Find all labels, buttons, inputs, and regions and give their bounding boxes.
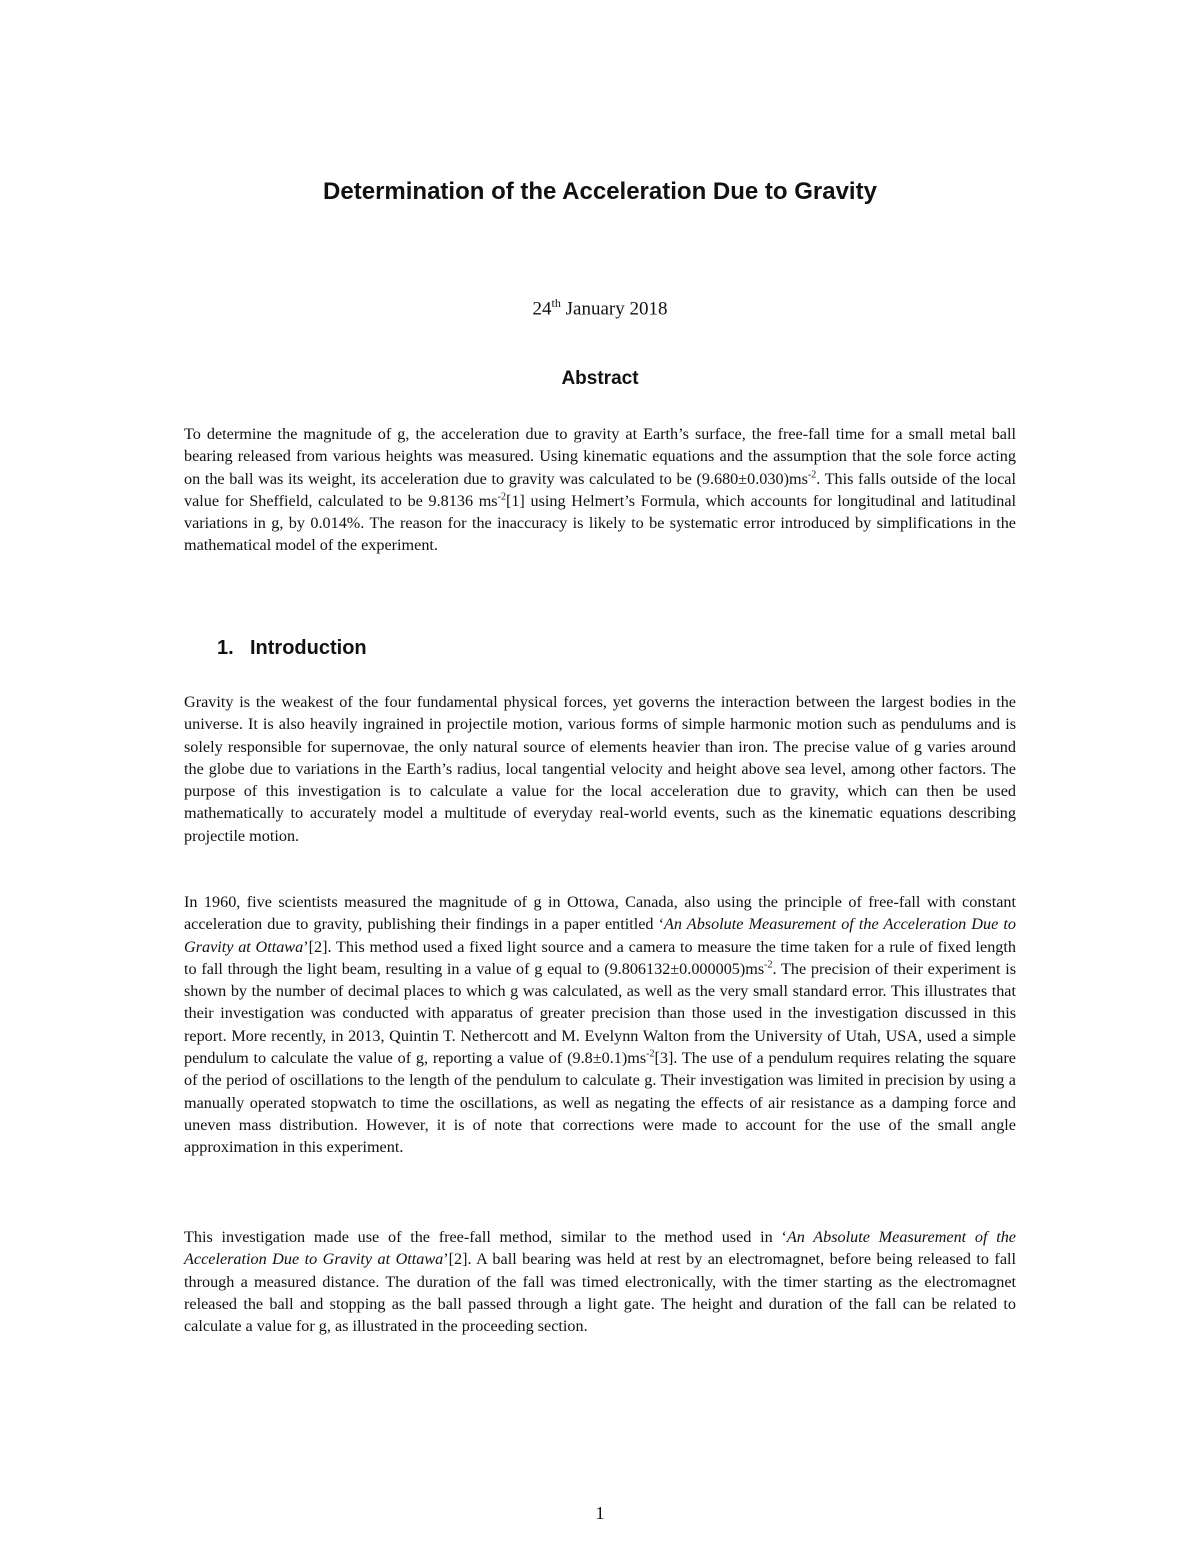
section-heading-introduction: [217, 637, 367, 660]
abstract-text-2: . This falls outside of the local value for Sheffield, calculated to be 9.8136 ms: [184, 469, 1016, 510]
abstract-heading: Abstract: [561, 368, 639, 389]
intro-p3-text-b: ’[2]. A ball bearing was held at rest by an electromagnet, before being released to fall through a measured distance. The duration of the fall was timed electronically, with the timer starting as the electromagnet released the ball and stopping as the ball passed through a light gate. The height and duration of the fall can be related to calculate a value for g, as illustrated in the proceeding section.: [184, 1250, 1016, 1336]
abstract-superscript-2: -2: [497, 491, 506, 503]
intro-p2-text-b: ’[2]. This method used a fixed light source and a camera to measure the time taken for a rule of fixed length to fall through the light beam, resulting in a value of g equal to (9.806132±0.000005)ms: [184, 937, 1016, 978]
intro-p2-text-c: . The precision of their experiment is shown by the number of decimal places to which g was calculated, as well as the very small standard error. This illustrates that their investigation was conducted with apparatus of greater precision than those used in the investigation discussed in this report. More recently, in 2013, Quintin T. Nethercott and M. Evelynn Walton from the University of Utah, USA, used a simple pendulum to calculate the value of g, reporting a value of (9.8±0.1)ms: [184, 959, 1016, 1068]
date-month-year: January 2018: [560, 298, 668, 320]
paper-date: [0, 296, 1200, 320]
intro-p3-text-a: This investigation made use of the free-fall method, similar to the method used in ‘: [184, 1228, 787, 1246]
cited-paper-title: An Absolute Measurement of the Acceleration Due to Gravity at Ottawa: [184, 915, 1016, 956]
intro-p2-text-d: [3]. The use of a pendulum requires relating the square of the period of oscillations to the length of the pendulum to calculate g. Their investigation was limited in precision by using a manually operated stopwatch to time the oscillations, as well as negating the effects of air resistance as a damping force and uneven mass distribution. However, it is of note that corrections were made to account for the use of the small angle approximation in this experiment.: [184, 1049, 1016, 1157]
page-number: 1: [595, 1503, 605, 1523]
date-day: 24: [532, 298, 552, 320]
abstract-text-3: [1] using Helmert’s Formula, which accounts for longitudinal and latitudinal variations in g, by 0.014%. The reason for the inaccuracy is likely to be systematic error introduced by simplifications in the mathematical model of the experiment.: [184, 491, 1016, 555]
introduction-paragraph-2: [184, 891, 1016, 1159]
abstract-superscript-1: -2: [807, 469, 817, 481]
date-ordinal: th: [551, 296, 561, 310]
paper-title: Determination of the Acceleration Due to Gravity: [323, 178, 877, 205]
section-title: Introduction: [250, 637, 367, 659]
intro-p2-text-a: In 1960, five scientists measured the magnitude of g in Ottowa, Canada, also using the principle of free-fall with constant acceleration due to gravity, publishing their findings in a paper entitled ‘: [184, 893, 1016, 934]
intro-p2-superscript-2: -2: [646, 1048, 655, 1060]
cited-paper-title: An Absolute Measurement of the Acceleration Due to Gravity at Ottawa: [184, 1228, 1016, 1269]
introduction-paragraph-1: Gravity is the weakest of the four fundamental physical forces, yet governs the interaction between the largest bodies in the universe. It is also heavily ingrained in projectile motion, various forms of simple harmonic motion such as pendulums and is solely responsible for supernovae, the only natural source of elements heavier than iron. The precise value of g varies around the globe due to variations in the Earth’s radius, local tangential velocity and height above sea level, among other factors. The purpose of this investigation is to calculate a value for the local acceleration due to gravity, which can then be used mathematically to accurately model a multitude of everyday real-world events, such as the kinematic equations describing projectile motion.: [184, 693, 1016, 845]
introduction-paragraph-3: [184, 1226, 1016, 1337]
abstract-text-1: To determine the magnitude of g, the acceleration due to gravity at Earth’s surface, the free-fall time for a small metal ball bearing released from various heights was measured. Using kinematic equations and the assumption that the sole force acting on the ball was its weight, its acceleration due to gravity was calculated to be (9.680±0.030)ms: [184, 425, 1016, 488]
intro-p2-superscript-1: -2: [764, 959, 773, 971]
section-number: 1.: [217, 637, 234, 659]
abstract-paragraph: [184, 423, 1016, 557]
